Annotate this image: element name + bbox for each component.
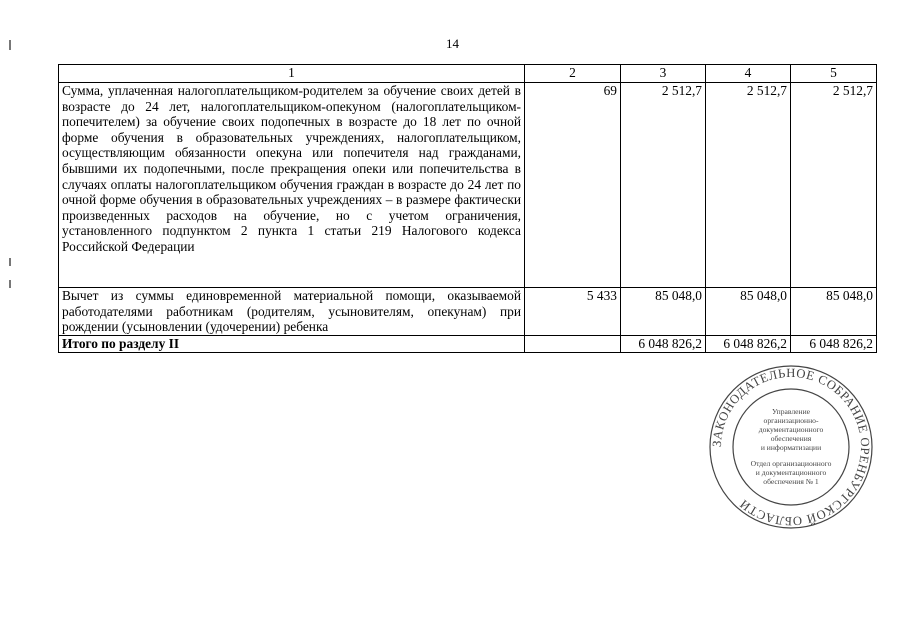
- total-label: Итого по разделу II: [59, 335, 525, 352]
- margin-mark: [9, 40, 11, 50]
- svg-text:и документационного: и документационного: [755, 468, 827, 477]
- cell-value: 2 512,7: [706, 83, 791, 288]
- svg-text:организационно-: организационно-: [763, 416, 819, 425]
- header-cell: 3: [621, 65, 706, 83]
- svg-text:обеспечения № 1: обеспечения № 1: [763, 477, 819, 486]
- cell-value: 85 048,0: [706, 288, 791, 336]
- table-header-row: [59, 65, 877, 83]
- total-cell: 6 048 826,2: [791, 335, 877, 352]
- cell-count: 69: [525, 83, 621, 288]
- svg-text:Отдел организационного: Отдел организационного: [750, 459, 832, 468]
- margin-mark: [9, 258, 11, 266]
- svg-text:обеспечения: обеспечения: [770, 434, 812, 443]
- cell-value: 85 048,0: [791, 288, 877, 336]
- total-row: [59, 335, 877, 352]
- header-cell: 5: [791, 65, 877, 83]
- cell-count: 5 433: [525, 288, 621, 336]
- svg-text:документационного: документационного: [758, 425, 824, 434]
- official-stamp: [708, 364, 874, 530]
- cell-value: 2 512,7: [621, 83, 706, 288]
- total-cell: [525, 335, 621, 352]
- svg-text:Управление: Управление: [771, 407, 811, 416]
- table-row: [59, 83, 877, 288]
- row-description: Сумма, уплаченная налогоплательщиком-родителем за обучение своих детей в возрасте до 24 лет, налогоплательщиком-опекуном (налогоплательщиком-попечителем) за обучение своих подопечных в возрасте до 18 лет по очной форме обучения в образовательных учреждениях, налогоплательщиком, осуществляющим обязанности опекуна или попечителя над гражданами, бывшими их подопечными, после прекращения опеки или попечительства в случаях оплаты налогоплательщиком обучения граждан в возрасте до 24 лет по очной форме обучения в образовательных учреждениях – в размере фактически произведенных расходов на обучение, но с учетом ограничения, установленного подпунктом 2 пункта 1 статьи 219 Налогового кодекса Российской Федерации: [59, 83, 525, 288]
- row-description: Вычет из суммы единовременной материальной помощи, оказываемой работодателями работникам (родителям, усыновителям, опекунам) при рождении (усыновлении (удочерении) ребенка: [59, 288, 525, 336]
- svg-text:и информатизации: и информатизации: [760, 443, 822, 452]
- header-cell: 1: [59, 65, 525, 83]
- header-cell: 4: [706, 65, 791, 83]
- header-cell: 2: [525, 65, 621, 83]
- report-table: [58, 64, 877, 353]
- table-row: [59, 288, 877, 336]
- total-cell: 6 048 826,2: [706, 335, 791, 352]
- margin-mark: [9, 280, 11, 288]
- total-cell: 6 048 826,2: [621, 335, 706, 352]
- page-number: 14: [446, 36, 459, 51]
- svg-text:ЗАКОНОДАТЕЛЬНОЕ СОБРАНИЕ ОРЕНБ: ЗАКОНОДАТЕЛЬНОЕ СОБРАНИЕ ОРЕНБУРГСКОЙ ОБЛАСТИ: [709, 365, 873, 529]
- cell-value: 85 048,0: [621, 288, 706, 336]
- cell-value: 2 512,7: [791, 83, 877, 288]
